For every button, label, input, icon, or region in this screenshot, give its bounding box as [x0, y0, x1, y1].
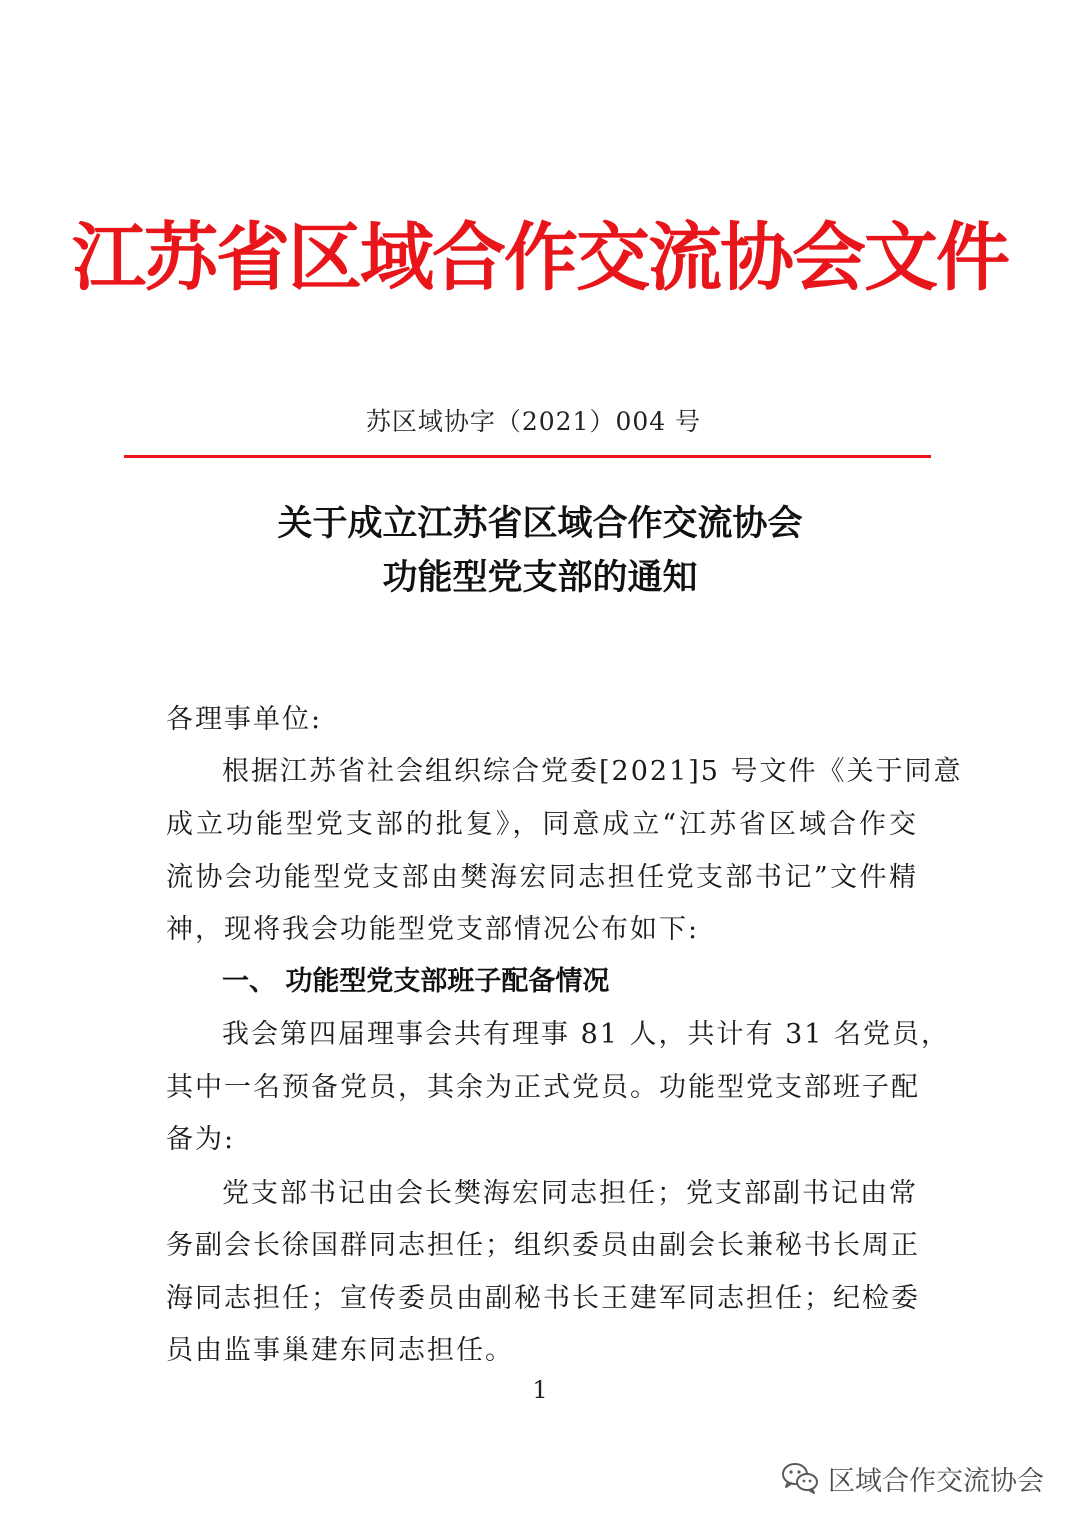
- paragraph-1-line-2: 成立功能型党支部的批复》，同意成立“江苏省区域合作交: [166, 809, 918, 840]
- paragraph-3-line-4: 员由监事巢建东同志担任。: [166, 1335, 514, 1366]
- paragraph-2-line-2: 其中一名预备党员，其余为正式党员。功能型党支部班子配: [166, 1072, 920, 1103]
- document-number: 苏区域协字（2021）004 号: [365, 407, 702, 436]
- watermark-text: 区域合作交流协会: [828, 1465, 1044, 1497]
- wechat-watermark: [780, 1458, 1044, 1498]
- document-masthead: 江苏省区域合作交流协会文件: [72, 215, 1008, 301]
- notice-title-line-1: 关于成立江苏省区域合作交流协会: [277, 503, 803, 544]
- salutation: 各理事单位:: [166, 704, 323, 735]
- page-number: 1: [532, 1376, 548, 1404]
- section-heading-1: 一、 功能型党支部班子配备情况: [222, 966, 610, 997]
- paragraph-3-line-3: 海同志担任；宣传委员由副秘书长王建军同志担任；纪检委: [166, 1283, 920, 1314]
- paragraph-1-line-3: 流协会功能型党支部由樊海宏同志担任党支部书记”文件精: [166, 862, 918, 893]
- paragraph-2-line-1: 我会第四届理事会共有理事 81 人，共计有 31 名党员，: [222, 1019, 951, 1050]
- wechat-icon: [780, 1461, 820, 1495]
- paragraph-2-line-3: 备为:: [166, 1124, 236, 1155]
- paragraph-1-line-1: 根据江苏省社会组织综合党委[2021]5 号文件《关于同意: [222, 756, 963, 787]
- notice-title-line-2: 功能型党支部的通知: [382, 557, 698, 598]
- paragraph-3-line-1: 党支部书记由会长樊海宏同志担任；党支部副书记由常: [222, 1178, 918, 1209]
- paragraph-1-line-4: 神，现将我会功能型党支部情况公布如下:: [166, 914, 700, 945]
- paragraph-3-line-2: 务副会长徐国群同志担任；组织委员由副会长兼秘书长周正: [166, 1230, 920, 1261]
- red-divider-line: [124, 455, 931, 458]
